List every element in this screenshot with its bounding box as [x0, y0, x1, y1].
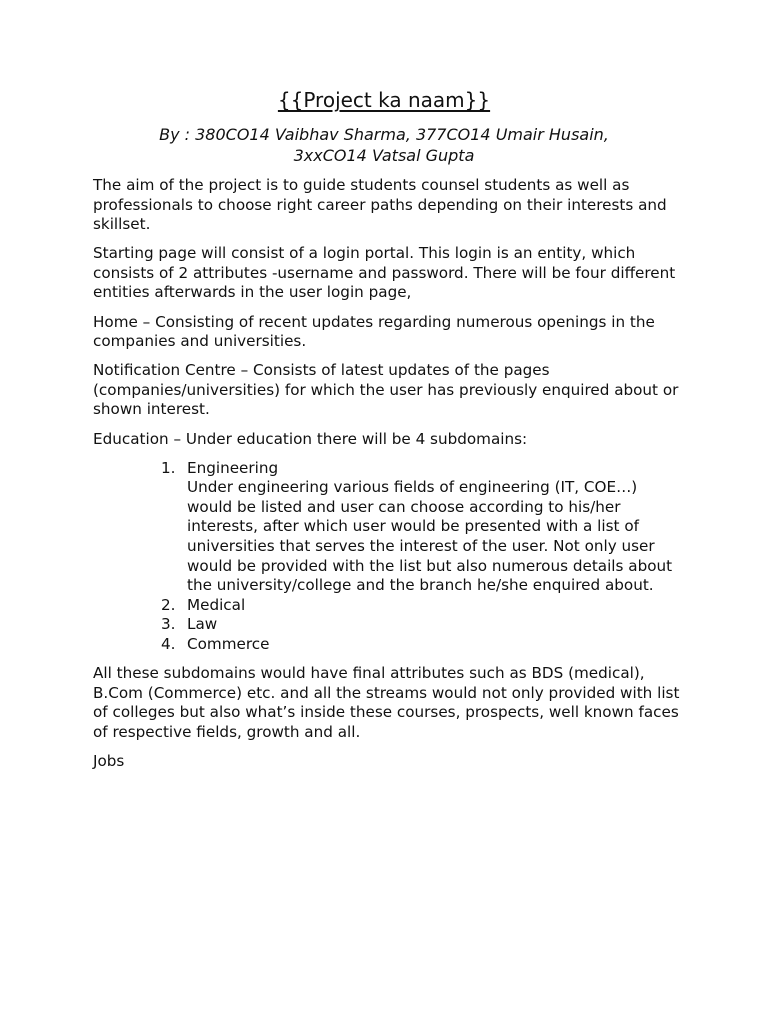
list-item-label: Medical: [187, 595, 246, 614]
list-item-engineering: [93, 459, 683, 596]
list-number: 4.: [161, 634, 176, 653]
document-body: [93, 176, 683, 781]
list-item-medical: [93, 596, 683, 616]
list-item-label: Commerce: [187, 634, 270, 653]
list-number: 1.: [161, 458, 176, 477]
paragraph-notification-centre: Notification Centre – Consists of latest updates of the pages (companies/universities) for which the user has previously enquired about or shown interest.: [93, 361, 679, 419]
paragraph-login: Starting page will consist of a login portal. This login is an entity, which consists of 2 attributes -username and password. There will be four different entities afterwards in the user login page,: [93, 244, 676, 302]
paragraph-aim: The aim of the project is to guide students counsel students as well as professionals to choose right career paths depending on their interests and skillset.: [93, 176, 667, 234]
list-item-law: [93, 615, 683, 635]
list-number: 2.: [161, 595, 176, 614]
list-item-label: Law: [187, 615, 218, 634]
paragraph-education: Education – Under education there will be 4 subdomains:: [93, 429, 528, 448]
document-title: {{Project ka naam}}: [277, 88, 491, 112]
paragraph-jobs: Jobs: [93, 751, 125, 770]
byline-line-2: 3xxCO14 Vatsal Gupta: [293, 146, 475, 165]
byline-line-1: By : 380CO14 Vaibhav Sharma, 377CO14 Umair Husain,: [159, 125, 609, 144]
paragraph-closing: All these subdomains would have final attributes such as BDS (medical), B.Com (Commerce) etc. and all the streams would not only provided with list of colleges but also what’s inside these courses, prospects, well known faces of respective fields, growth and all.: [93, 664, 680, 741]
list-item-label: Engineering: [187, 458, 279, 477]
list-item-detail: Under engineering various fields of engineering (IT, COE…) would be listed and user can choose according to his/her interests, after which user would be presented with a list of universities that serves the interest of the user. Not only user would be provided with the list but also numerous details about the university/college and the branch he/she enquired about.: [187, 478, 673, 595]
list-number: 3.: [161, 615, 176, 634]
list-item-commerce: [93, 635, 683, 655]
author-byline: [0, 124, 768, 166]
subdomain-list: [93, 459, 683, 655]
paragraph-home: Home – Consisting of recent updates regarding numerous openings in the companies and universities.: [93, 312, 655, 351]
